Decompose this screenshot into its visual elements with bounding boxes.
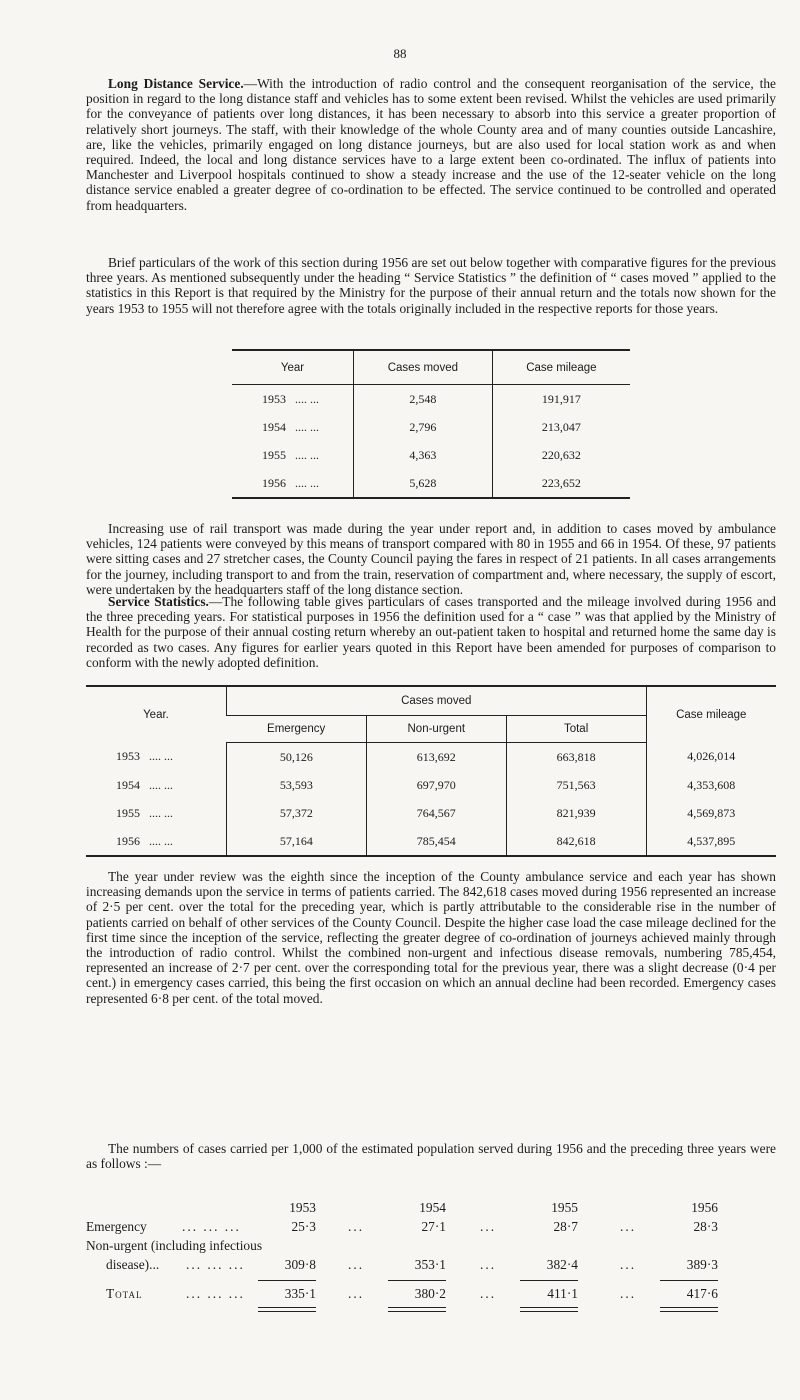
year-cell: 1953 (116, 749, 140, 764)
rate-cell: 28·7 (553, 1219, 578, 1234)
year-header: 1954 (419, 1200, 446, 1215)
rate-cell: 389·3 (686, 1257, 718, 1272)
col-header-cases-moved: Cases moved (354, 350, 493, 385)
table-row: 1954 .... ... 2,796 213,047 (232, 413, 630, 441)
non-urgent-cell: 785,454 (366, 827, 506, 856)
cases-cell: 2,548 (354, 385, 493, 414)
total-cell: 663,818 (506, 743, 646, 772)
non-urgent-label-cont: disease)... (106, 1257, 160, 1272)
rate-cell: 335·1 (284, 1286, 316, 1301)
rate-cell: 380·2 (414, 1286, 446, 1301)
non-urgent-cell: 764,567 (366, 799, 506, 827)
col-header-year: Year. (143, 708, 169, 721)
brief-particulars-paragraph: Brief particulars of the work of this section during 1956 are set out below together with comparative figures for the previous three years. As mentioned subsequently under the heading “ Service Statistics ” the definition of “ cases moved ” applied to the statistics in this Report is that required by the Ministry for the purpose of their annual return and the totals now shown for the years 1953 to 1955 will not therefore agree with the totals originally included in the respective reports for those years. (86, 255, 776, 316)
non-urgent-cell: 613,692 (366, 743, 506, 772)
service-statistics-text: —The following table gives particulars of cases transported and the mileage involved during 1956 and the three preceding years. For statistical purposes in 1956 the definition used for a “ case ” was that applied by the Ministry of Health for the purpose of their annual costing return whereby an out-patient taken to hospital and returned home the same day is recorded as two cases. Any figures for earlier years quoted in this Report have been amended for purposes of comparison to conform with the newly adopted definition. (86, 594, 776, 670)
mileage-cell: 223,652 (492, 469, 630, 498)
rates-non-urgent-label-row (86, 1238, 776, 1257)
service-statistics-heading: Service Statistics. (108, 594, 209, 609)
service-statistics-paragraph (86, 594, 776, 670)
long-distance-paragraph (86, 76, 776, 213)
col-header-year: Year (232, 350, 354, 385)
emergency-cell: 53,593 (226, 771, 366, 799)
rate-cell: 28·3 (693, 1219, 718, 1234)
table-row: 1956 .... ... 57,164 785,454 842,618 4,537,895 (86, 827, 776, 856)
col-header-case-mileage: Case mileage (646, 686, 776, 743)
table-row: 1954 .... ... 53,593 697,970 751,563 4,353,608 (86, 771, 776, 799)
page-number: 88 (393, 46, 407, 61)
col-header-case-mileage: Case mileage (492, 350, 630, 385)
year-cell: 1954 (262, 419, 286, 434)
year-header: 1955 (551, 1200, 578, 1215)
review-year-paragraph: The year under review was the eighth since the inception of the County ambulance service and each year has shown increasing demands upon the service in terms of patients carried. The 842,618 cases moved during 1956 represented an increase of 2·5 per cent. over the total for the preceding year, which is partly attributable to the considerable rise in the number of patients carried on behalf of other services of the County Council. Despite the higher case load the case mileage declined for the first time since the inception of the service, reflecting the greater degree of co-ordination of journeys achieved mainly through the introduction of radio control. Whilst the combined non-urgent and infectious disease removals, numbering 785,454, represented an increase of 2·7 per cent. over the corresponding total for the previous year, there was a slight decrease (0·4 per cent.) in emergency cases carried, this being the first occasion on which an annual decline had been recorded. Emergency cases represented 6·8 per cent. of the total moved. (86, 869, 776, 1006)
mileage-cell: 220,632 (492, 441, 630, 469)
mileage-cell: 213,047 (492, 413, 630, 441)
cases-cell: 4,363 (354, 441, 493, 469)
emergency-cell: 57,164 (226, 827, 366, 856)
rates-total-row: Total ... ... ... 335·1 ... 380·2 ... 411·1 ... 417·6 (106, 1286, 718, 1301)
table-row: 1953 .... ... 50,126 613,692 663,818 4,026,014 (86, 743, 776, 772)
year-cell: 1955 (262, 447, 286, 462)
total-cell: 751,563 (506, 771, 646, 799)
rate-cell: 382·4 (546, 1257, 578, 1272)
mileage-cell: 4,537,895 (646, 827, 776, 856)
emergency-cell: 50,126 (226, 743, 366, 772)
col-header-non-urgent: Non-urgent (366, 716, 506, 743)
rate-cell: 411·1 (547, 1286, 578, 1301)
rail-transport-paragraph: Increasing use of rail transport was made during the year under report and, in addition to cases moved by ambulance vehicles, 124 patients were conveyed by this means of transport compared with 80 in 1955 and 66 in 1954. Of these, 97 patients were sitting cases and 27 stretcher cases, the County Council paying the fares in respect of 21 patients. In all cases arrangements for the journey, including transport to and from the train, reservation of compartment and, where necessary, the supply of escort, were undertaken by the headquarters staff of the long distance section. (86, 521, 776, 597)
long-distance-heading: Long Distance Service. (108, 76, 244, 91)
non-urgent-label: Non-urgent (including infectious (86, 1238, 263, 1253)
mileage-cell: 4,026,014 (646, 743, 776, 772)
rate-cell: 309·8 (284, 1257, 316, 1272)
year-cell: 1953 (262, 391, 286, 406)
rates-emergency-row: Emergency ... ... ... 25·3 ... 27·1 ... 28·7 ... 28·3 (86, 1219, 718, 1234)
rate-cell: 417·6 (686, 1286, 718, 1301)
rate-cell: 27·1 (421, 1219, 446, 1234)
long-distance-text: —With the introduction of radio control and the consequent reorganisation of the service, the position in regard to the long distance staff and vehicles has to some extent been revised. Whilst the vehicles are used primarily for the conveyance of patients over long distances, it has been necessary to absorb into this service a greater proportion of relatively short journeys. The staff, with their knowledge of the whole County area and of many counties outside Lancashire, are, like the vehicles, primarily engaged on long distance journeys, but are also used for local station work as and when required. Indeed, the local and long distance services have to a large extent been co-ordinated. The influx of patients into Manchester and Liverpool hospitals continued to show a steady increase and the use of the 12-seater vehicle on the long distance service enabled a greater degree of co-ordination to be effected. The service continued to be controlled and operated from headquarters. (86, 76, 776, 213)
rates-year-row (86, 1200, 776, 1219)
rate-cell: 25·3 (291, 1219, 316, 1234)
year-header: 1956 (691, 1200, 718, 1215)
rates-intro-paragraph: The numbers of cases carried per 1,000 of the estimated population served during 1956 and the preceding three years were as follows :— (86, 1141, 776, 1172)
table-row: 1953 .... ... 2,548 191,917 (232, 385, 630, 414)
table-row: 1955 .... ... 57,372 764,567 821,939 4,569,873 (86, 799, 776, 827)
emergency-label: Emergency (86, 1219, 147, 1234)
table-row: 1956 .... ... 5,628 223,652 (232, 469, 630, 498)
long-distance-table (232, 349, 630, 499)
cases-cell: 5,628 (354, 469, 493, 498)
col-header-total: Total (506, 716, 646, 743)
col-header-cases-moved: Cases moved (226, 686, 646, 716)
col-header-emergency: Emergency (226, 716, 366, 743)
total-label: Total (106, 1286, 143, 1301)
table-row: 1955 .... ... 4,363 220,632 (232, 441, 630, 469)
year-cell: 1956 (262, 475, 286, 490)
year-cell: 1955 (116, 805, 140, 820)
cases-cell: 2,796 (354, 413, 493, 441)
non-urgent-cell: 697,970 (366, 771, 506, 799)
year-cell: 1956 (116, 833, 140, 848)
mileage-cell: 4,569,873 (646, 799, 776, 827)
emergency-cell: 57,372 (226, 799, 366, 827)
mileage-cell: 4,353,608 (646, 771, 776, 799)
total-cell: 821,939 (506, 799, 646, 827)
year-cell: 1954 (116, 777, 140, 792)
total-cell: 842,618 (506, 827, 646, 856)
rate-cell: 353·1 (414, 1257, 446, 1272)
service-statistics-table (86, 685, 776, 857)
mileage-cell: 191,917 (492, 385, 630, 414)
rates-table (86, 1200, 776, 1313)
rates-non-urgent-row: disease)... ... ... ... 309·8 ... 353·1 ... 382·4 ... 389·3 (106, 1257, 718, 1272)
year-header: 1953 (289, 1200, 316, 1215)
